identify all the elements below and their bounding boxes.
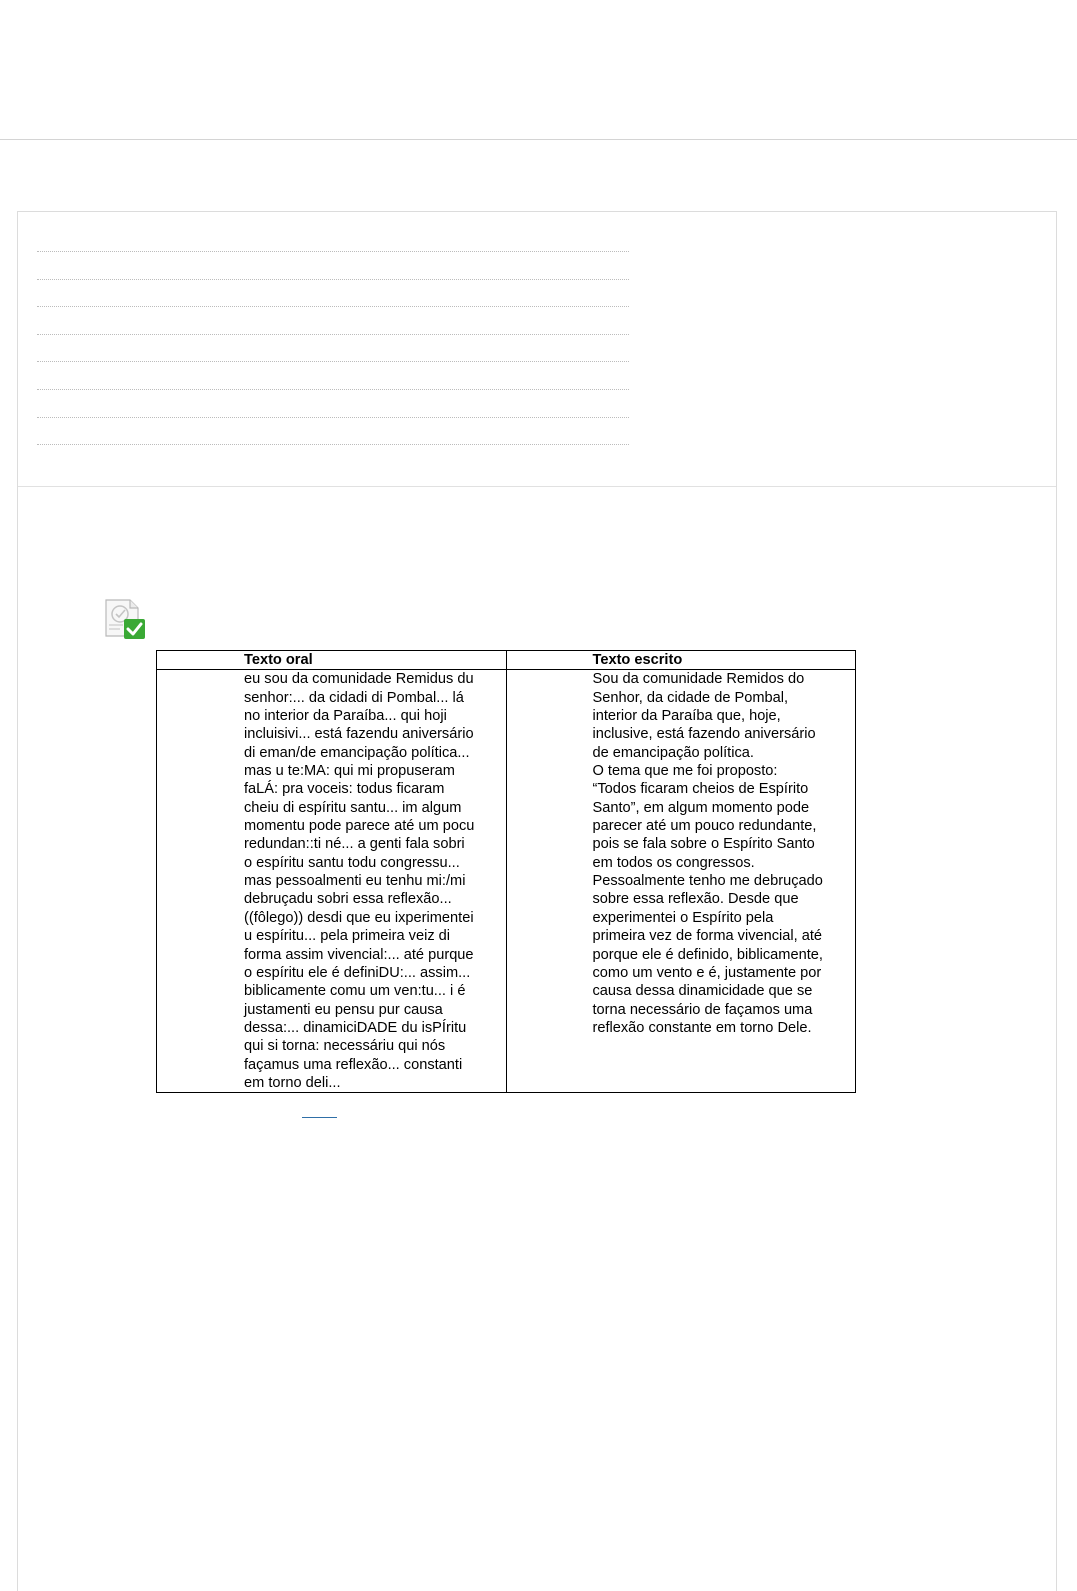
placeholder-line <box>37 361 629 362</box>
placeholder-line <box>37 444 629 445</box>
placeholder-line <box>37 306 629 307</box>
correct-answer-check-icon <box>103 598 145 640</box>
placeholder-line <box>37 251 629 252</box>
header-divider <box>0 139 1077 140</box>
placeholder-lines <box>37 251 629 472</box>
table-header-row <box>157 651 856 670</box>
written-text-cell: Sou da comunidade Remidos do Senhor, da cidade de Pombal, interior da Paraíba que, hoje, inclusive, está fazendo aniversário de emancipação política. O tema que me foi proposto: “Todos ficaram cheios de Espírito Santo”, em algum momento pode parecer até um pouco redundante, pois se fala sobre o Espírito Santo em todos os congressos. Pessoalmente tenho me debruçado sobre essa reflexão. Desde que experimentei o Espírito pela primeira vez de forma vivencial, até porque ele é definido, biblicamente, como um vento e é, justamente por causa dessa dinamicidade que se torna necessário de façamos uma reflexão constante em torno Dele. <box>506 670 856 1093</box>
column-header-escrito: Texto escrito <box>506 651 856 670</box>
question-header <box>18 212 1056 487</box>
link-underline[interactable] <box>302 1117 337 1118</box>
placeholder-line <box>37 279 629 280</box>
column-header-oral: Texto oral <box>157 651 507 670</box>
oral-text-cell: eu sou da comunidade Remidus du senhor:... da cidadi di Pombal... lá no interior da Paraíba... qui hoji incluisivi... está fazendu aniversário di eman/de emancipação política... mas u te:MA: qui mi propuseram faLÁ: pra voceis: todus ficaram cheiu di espíritu santu... im algum momentu pode parece até um pocu redundan::ti né... a genti fala sobri o espíritu santu todu congressu... mas pessoalmenti eu tenhu mi:/mi debruçadu sobri essa reflexão... ((fôlego)) desdi que eu ixperimentei u espíritu... pela primeira veiz di forma assim vivencial:... até purque o espíritu ele é definiDU:... assim... biblicamente comu um ven:tu... i é justamenti eu pensu pur causa dessa:... dinamiciDADE du isPÍritu qui si torna: necessáriu qui nós façamus uma reflexão... constanti em torno deli... <box>157 670 507 1093</box>
placeholder-line <box>37 417 629 418</box>
table-row <box>157 670 856 1093</box>
oral-written-comparison-table <box>156 650 856 1093</box>
placeholder-line <box>37 389 629 390</box>
placeholder-line <box>37 334 629 335</box>
